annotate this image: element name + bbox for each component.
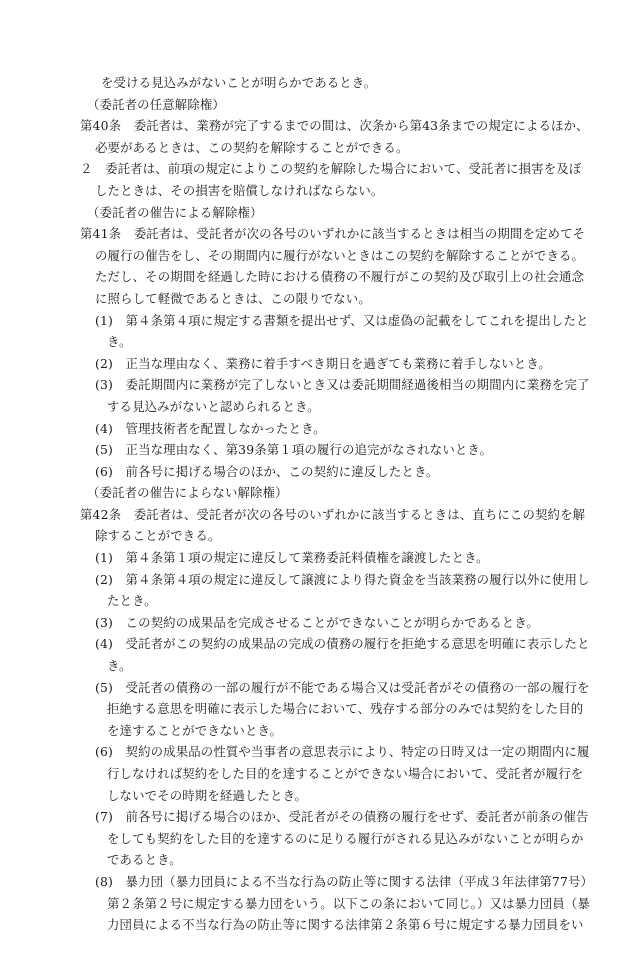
text-line: 力団員による不当な行為の防止等に関する法律第２条第６号に規定する暴力団員をい <box>107 917 584 933</box>
text-line: ただし、その期間を経過した時における債務の不履行がこの契約及び取引上の社会通念 <box>95 269 585 285</box>
list-item-line: (6) 契約の成果品の性質や当事者の意思表示により、特定の日時又は一定の期間内に履 <box>95 744 590 760</box>
contract-document-page <box>0 72 630 957</box>
list-item-line: (1) 第４条第１項の規定に違反して業務委託料債権を譲渡したとき。 <box>95 550 489 566</box>
text-line: 除することができる。 <box>95 528 221 544</box>
text-line: をしても契約をした目的を達するのに足りる履行がされる見込みがないことが明らか <box>107 830 584 846</box>
text-line: 拒絶する意思を明確に表示した場合において、残存する部分のみでは契約をした目的 <box>107 701 584 717</box>
text-line: たとき。 <box>107 593 157 609</box>
list-item-line: (4) 受託者がこの契約の成果品の完成の債務の履行を拒絶する意思を明確に表示したと <box>95 636 590 652</box>
list-item-line: (5) 正当な理由なく、第39条第１項の履行の追完がなされないとき。 <box>95 442 493 458</box>
section-heading: （委託者の任意解除権） <box>87 96 225 112</box>
text-line: き。 <box>107 334 132 350</box>
text-line: を受ける見込みがないことが明らかであるとき。 <box>101 75 377 90</box>
text-line: であるとき。 <box>107 852 182 868</box>
article-40-line: 第40条 委託者は、業務が完了するまでの間は、次条から第43条までの規定によるほか、 <box>80 118 589 134</box>
text-line: を達することができないとき。 <box>107 722 283 738</box>
list-item-line: (6) 前各号に掲げる場合のほか、この契約に違反したとき。 <box>95 463 439 479</box>
paragraph-2-line: ２ 委託者は、前項の規定によりこの契約を解除した場合において、受託者に損害を及ぼ <box>80 161 582 177</box>
text-line: に照らして軽微であるときは、この限りでない。 <box>95 290 371 306</box>
list-item-line: (7) 前各号に掲げる場合のほか、受託者がその債務の履行をせず、委託者が前条の催告 <box>95 809 589 825</box>
text-line: 必要があるときは、この契約を解除することができる。 <box>95 139 409 155</box>
text-line: したときは、その損害を賠償しなければならない。 <box>95 182 384 198</box>
list-item-line: (2) 正当な理由なく、業務に着手すべき期日を過ぎても業務に着手しないとき。 <box>95 355 551 371</box>
section-heading: （委託者の催告によらない解除権） <box>87 485 288 501</box>
text-line: 行しなければ契約をした目的を達することができない場合において、受託者が履行を <box>107 766 584 781</box>
list-item-line: (2) 第４条第４項の規定に違反して譲渡により得た資金を当該業務の履行以外に使用し <box>95 571 590 587</box>
list-item-line: (3) 委託期間内に業務が完了しないとき又は委託期間経過後相当の期間内に業務を完了 <box>95 377 590 393</box>
text-line: 第２条第２号に規定する暴力団をいう。以下この条において同じ。）又は暴力団員（暴 <box>107 895 590 911</box>
text-line: の履行の催告をし、その期間内に履行がないときはこの契約を解除することができる。 <box>95 247 585 263</box>
list-item-line: (4) 管理技術者を配置しなかったとき。 <box>95 420 326 436</box>
article-42-line: 第42条 委託者は、受託者が次の各号のいずれかに該当するときは、直ちにこの契約を解 <box>80 506 586 522</box>
list-item-line: (5) 受託者の債務の一部の履行が不能である場合又は受託者がその債務の一部の履行を <box>95 679 590 695</box>
text-line: き。 <box>107 658 132 674</box>
text-line <box>0 936 630 957</box>
text-line: する見込みがないと認められるとき。 <box>107 398 320 414</box>
list-item-line: (8) 暴力団（暴力団員による不当な行為の防止等に関する法律（平成３年法律第77号） <box>95 873 594 889</box>
list-item-line: (1) 第４条第４項に規定する書類を提出せず、又は虚偽の記載をしてこれを提出したと <box>95 312 589 328</box>
section-heading: （委託者の催告による解除権） <box>87 204 263 220</box>
article-41-line: 第41条 委託者は、受託者が次の各号のいずれかに該当するときは相当の期間を定めてそ <box>80 226 586 242</box>
list-item-line: (3) この契約の成果品を完成させることができないことが明らかであるとき。 <box>95 614 539 630</box>
text-line: しないでその時期を経過したとき。 <box>107 787 308 803</box>
